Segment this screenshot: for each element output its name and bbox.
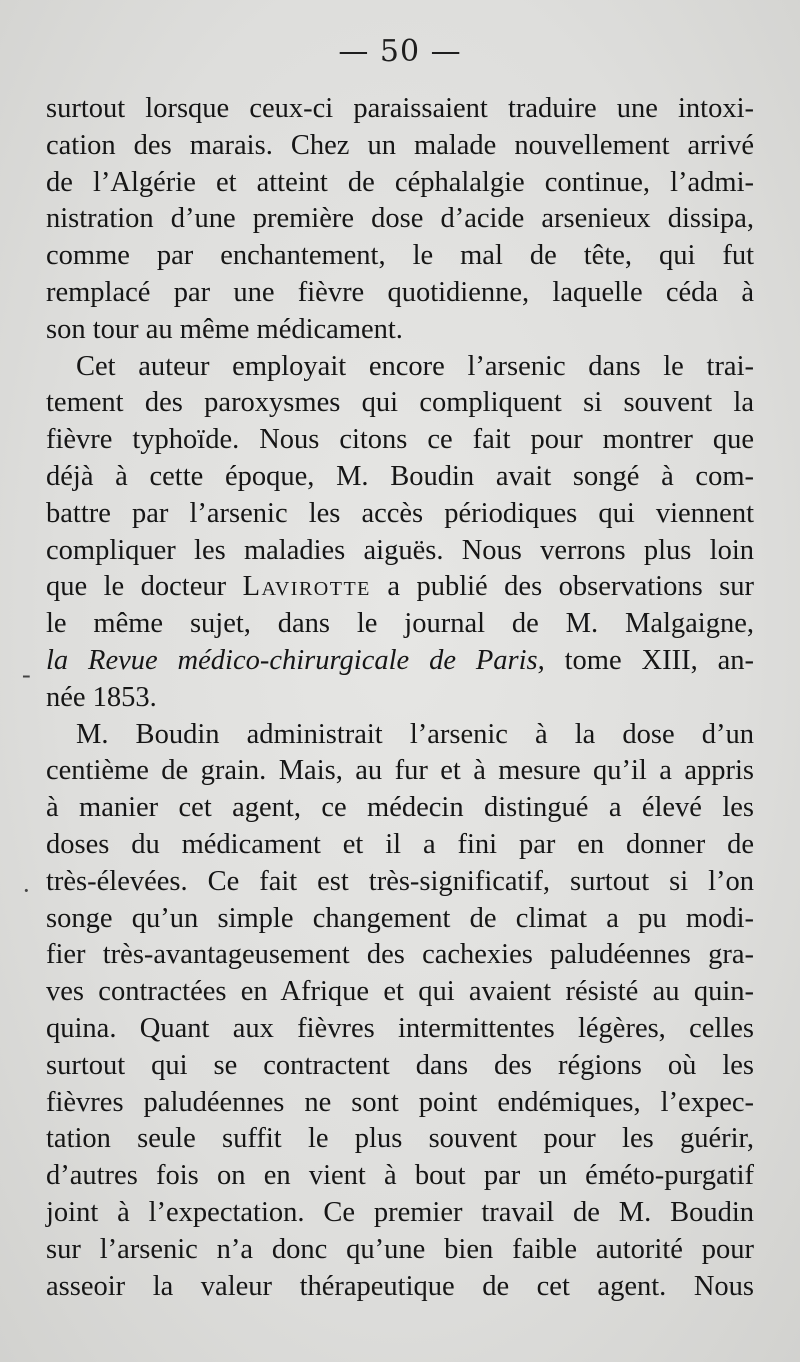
text-line: comme par enchantement, le mal de tête, qui fut <box>46 240 754 272</box>
margin-mark: · <box>22 876 31 905</box>
page-number: — 50 — <box>338 34 462 69</box>
text-line-with-journal <box>46 643 754 680</box>
text-line: surtout lorsque ceux-ci paraissaient traduire une intoxi- <box>46 93 754 124</box>
journal-title: la Revue médico-chirurgicale de Paris, <box>46 644 545 676</box>
text-line: son tour au même médicament. <box>46 313 403 345</box>
text-line: de l’Algérie et atteint de céphalalgie continue, l’admi- <box>46 166 754 198</box>
text-line: quina. Quant aux fièvres intermittentes légères, celles <box>46 1012 754 1044</box>
text-line: le même sujet, dans le journal de M. Malgaigne, <box>46 608 754 640</box>
text-line: doses du médicament et il a fini par en donner de <box>46 828 754 860</box>
text-line: ves contractées en Afrique et qui avaient résisté au quin- <box>46 976 754 1008</box>
text-line: très-élevées. Ce fait est très-significatif, surtout si l’on <box>46 865 754 897</box>
text-line: d’autres fois on en vient à bout par un éméto-purgatif <box>46 1160 754 1192</box>
text-line: tement des paroxysmes qui compliquent si souvent la <box>46 387 754 419</box>
text-line: remplacé par une fièvre quotidienne, laquelle céda à <box>46 276 754 308</box>
text-segment: que le docteur <box>46 571 243 603</box>
paragraph-start-line: Cet auteur employait encore l’arsenic dans le trai- <box>76 350 754 382</box>
text-line: à manier cet agent, ce médecin distingué a élevé les <box>46 792 754 824</box>
text-line: centième de grain. Mais, au fur et à mesure qu’il a appris <box>46 755 754 787</box>
margin-mark: - <box>22 660 31 689</box>
author-name: Lavirotte <box>242 571 371 603</box>
text-line-with-author <box>46 569 754 606</box>
text-line: compliquer les maladies aiguës. Nous verrons plus loin <box>46 534 754 566</box>
text-segment: a publié des observations sur <box>370 571 754 603</box>
text-line: née 1853. <box>46 681 157 713</box>
text-line: songe qu’un simple changement de climat a pu modi- <box>46 902 754 934</box>
text-line: asseoir la valeur thérapeutique de cet agent. Nous <box>46 1270 754 1302</box>
text-line: cation des marais. Chez un malade nouvellement arrivé <box>46 129 754 161</box>
text-line: joint à l’expectation. Ce premier travail de M. Boudin <box>46 1196 754 1228</box>
text-line: tation seule suffit le plus souvent pour les guérir, <box>46 1123 754 1155</box>
text-line: fièvres paludéennes ne sont point endémiques, l’expec- <box>46 1086 754 1118</box>
text-line: fièvre typhoïde. Nous citons ce fait pour montrer que <box>46 424 754 456</box>
text-line: déjà à cette époque, M. Boudin avait songé à com- <box>46 460 754 492</box>
text-line: sur l’arsenic n’a donc qu’une bien faible autorité pour <box>46 1233 754 1265</box>
text-line: fier très-avantageusement des cachexies paludéennes gra- <box>46 939 754 971</box>
text-segment: tome XIII, an- <box>544 644 754 676</box>
text-line: surtout qui se contractent dans des régions où les <box>46 1049 754 1081</box>
text-line: nistration d’une première dose d’acide arsenieux dissipa, <box>46 203 754 235</box>
paragraph-start-line: M. Boudin administrait l’arsenic à la dose d’un <box>76 718 754 750</box>
text-line: battre par l’arsenic les accès périodiques qui viennent <box>46 497 754 529</box>
body-text <box>46 91 754 1305</box>
